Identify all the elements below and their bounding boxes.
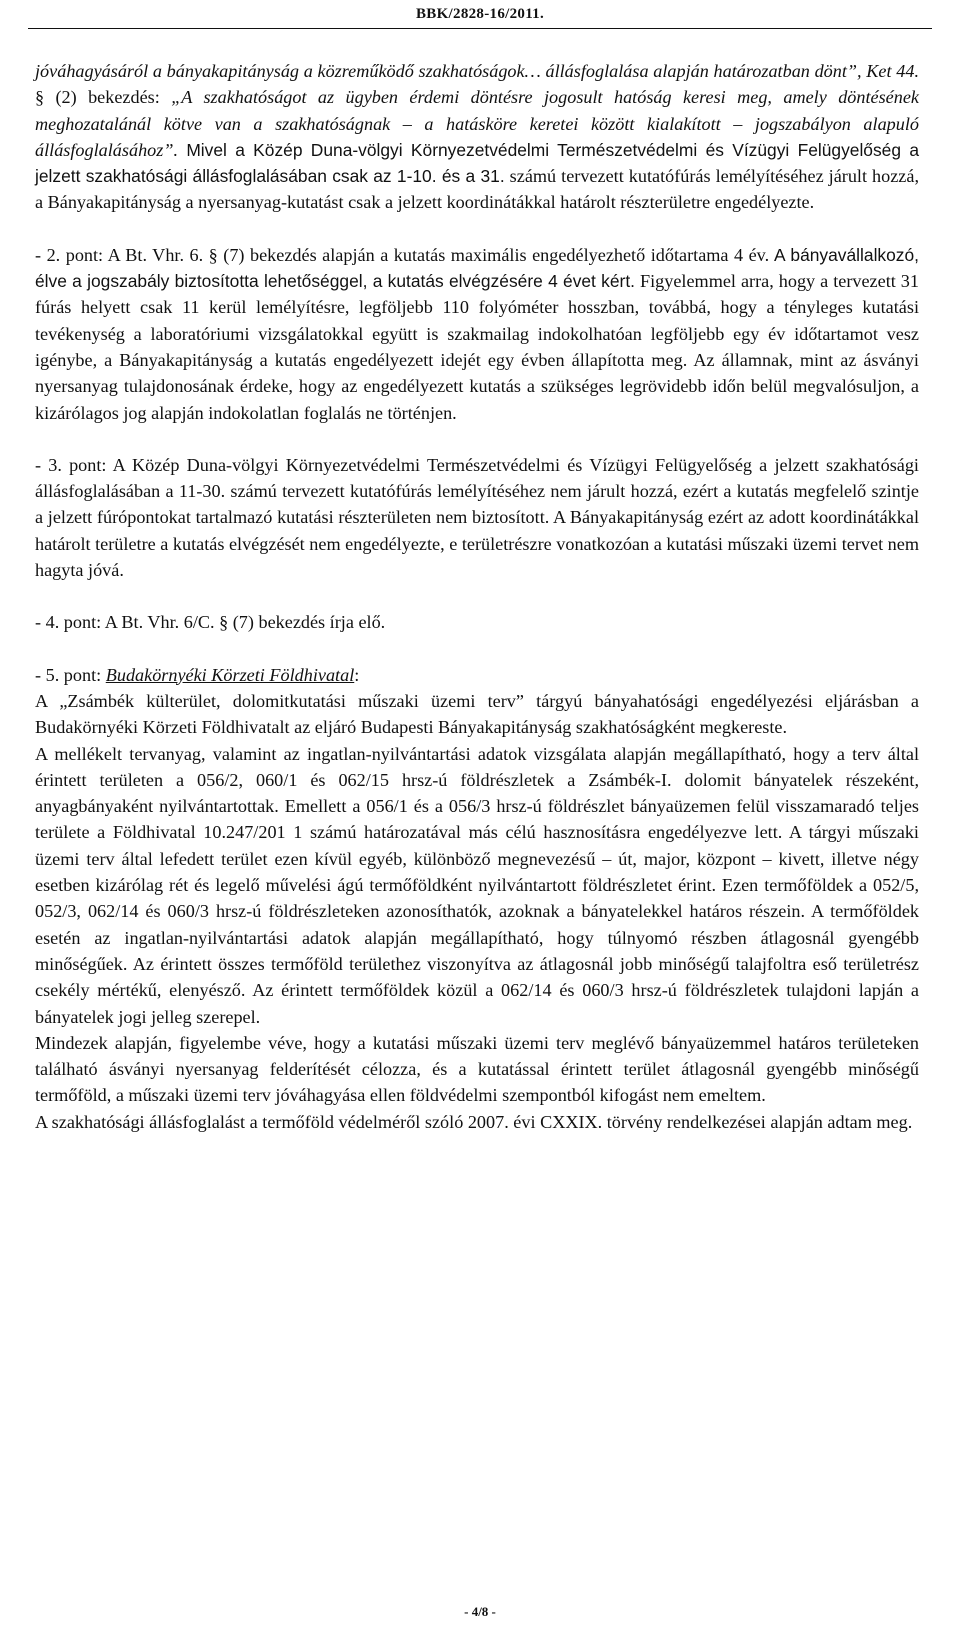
paragraph-gap [35,636,919,662]
paragraph-8 [35,1030,919,1109]
text-segment: A szakhatósági állásfoglalást a termőföld védelméről szóló 2007. évi CXXIX. törvény rendelkezései alapján adtam meg. [35,1111,913,1132]
paragraph-6 [35,688,919,741]
text-segment: A mellékelt tervanyag, valamint az ingatlan-nyilvántartási adatok vizsgálata alapján megállapítható, hogy a terv által érintett területen a 056/2, 060/1 és 062/15 hrsz-ú földrészletek a Zsámbék-I. dolomit bányatelek részeként, anyagbányaként nyilvántartottak. Emellett a 056/1 és a 056/3 hrsz-ú földrészlet bányaüzemen felül visszamaradó teljes területe a Földhivatal 10.247/201 1 számú határozatával más célú hasznosításra engedélyezve lett. A tárgyi műszaki üzemi terv által lefedett terület ezen kívül egyéb, különböző megnevezésű – út, major, központ – kivett, illetve négy esetben kizárólag rét és legelő művelési ágú termőföldként nyilvántartott földrészletet érint. Ezen termőföldek a 052/5, 052/3, 062/14 és 060/3 hrsz-ú földrészleteken azonosíthatók, azoknak a bányatelekkel határos részein. A termőföldek esetén az ingatlan-nyilvántartási adatok alapján megállapítható, hogy túlnyomó részben átlagosnál gyengébb minőségűek. Az érintett összes termőföld területhez viszonyítva az átlagosnál jobb minőségű talajfoltra eső területrész csekély mértékű, elenyésző. Az érintett termőföldek közül a 062/14 és 060/3 hrsz-ú földrészletek tulajdoni lapján a bányatelek jogi jelleg szerepel. [35,743,919,1027]
text-segment: : [354,664,360,685]
text-segment: Mivel a Közép Duna-völgyi Környezetvédelmi Természetvédelmi és Vízügyi Felügyelőség a jelzett szakhatósági állásfoglalásában csak az 1-10. és a 31. [35,139,919,187]
paragraph-gap [35,426,919,452]
paragraph-gap [35,583,919,609]
paragraph-2 [35,242,919,426]
paragraph-1 [35,58,919,216]
quote-text-2: „A szakhatóságot az ügyben érdemi döntésre jogosult hatóság keresi meg, amely döntésének meghozatalánál kötve van a szakhatóságnak – a hatásköre keretei között kialakított – jogszabályon alapuló állásfoglalásához”. [35,87,919,160]
text-segment: A „Zsámbék külterület, dolomitkutatási műszaki üzemi terv” tárgyú bányahatósági engedélyezési eljárásban a Budakörnyéki Körzeti Földhivatalt az eljáró Budapesti Bányakapitányság szakhatóságként megkereste. [35,690,919,738]
quote-text-1: jóváhagyásáról a bányakapitányság a közreműködő szakhatóságok… állásfoglalása alapján határozatban dönt”, Ket 44. [35,61,919,81]
paragraph-7 [35,741,919,1030]
paragraph-5 [35,662,919,688]
text-segment: Mindezek alapján, figyelembe véve, hogy a kutatási műszaki üzemi terv meglévő bányaüzemmel határos területeken található ásványi nyersanyag felderítését célozza, és a kutatással érintett terület átlagosnál gyengébb minőségű termőföld, a műszaki üzemi terv jóváhagyása ellen földvédelmi szempontból kifogást nem emeltem. [35,1032,919,1106]
header-rule [28,28,932,29]
text-segment: - 4. pont: A Bt. Vhr. 6/C. § (7) bekezdés írja elő. [35,612,386,633]
text-segment: - 3. pont: A Közép Duna-völgyi Környezetvédelmi Természetvédelmi és Vízügyi Felügyelőség a jelzett szakhatósági állásfoglalásában a 11-30. számú tervezett kutatófúrás lemélyítéséhez nem járult hozzá, ezért a kutatás megfelelő szintje a jelzett fúrópontokat tartalmazó kutatási részterületen nem biztosított. A Bányakapitányság ezért az adott koordinátákkal határolt területre a kutatás elvégzését nem engedélyezte, e területrészre vonatkozóan a kutatási műszaki üzemi tervet nem hagyta jóvá. [35,454,919,581]
document-body [35,58,919,1135]
paragraph-4 [35,609,919,635]
authority-name: Budakörnyéki Körzeti Földhivatal [105,664,355,685]
paragraph-gap [35,216,919,242]
text-segment: - 5. pont: [35,664,106,685]
text-segment: számú tervezett kutatófúrás lemélyítéséhez járult hozzá, a Bányakapitányság a nyersanyag-kutatást csak a jelzett koordinátákkal határolt részterületre engedélyezte. [35,166,919,213]
text-segment: - 2. pont: A Bt. Vhr. 6. § (7) bekezdés alapján a kutatás maximális engedélyezhető időtartama 4 év. [35,244,770,265]
text-segment: A bányavállalkozó, élve a jogszabály biztosította lehetőséggel, a kutatás elvégzésére 4 évet kért. [35,244,919,292]
document-number: BBK/2828-16/2011. [415,6,545,22]
paragraph-3 [35,452,919,583]
paragraph-9 [35,1109,919,1135]
text-segment: § (2) bekezdés: [35,87,172,108]
page-number: - 4/8 - [464,1604,496,1619]
text-segment: Figyelemmel arra, hogy a tervezett 31 fúrás helyett csak 11 kerül lemélyítésre, legföljebb 110 folyóméter hosszban, továbbá, hogy a tényleges kutatási tevékenység a laboratóriumi vizsgálatokkal együtt is szakmailag indokolhatóan legföljebb egy év időtartamot vesz igénybe, a Bányakapitányság a kutatás engedélyezett idejét egy évben állapította meg. Az államnak, mint az ásványi nyersanyag tulajdonosának érdeke, hogy az engedélyezett kutatás a szükséges legrövidebb időn belül megvalósuljon, a kizárólagos jog alapján indokolatlan foglalás ne történjen. [35,271,919,423]
